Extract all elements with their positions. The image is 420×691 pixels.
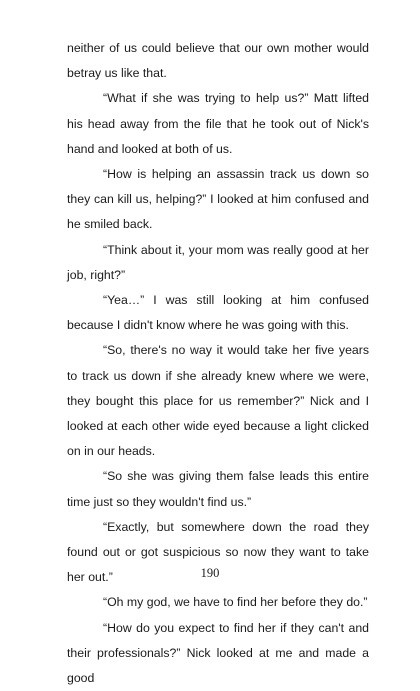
- paragraph-7: “So she was giving them false leads this entire time just so they wouldn't find us.”: [67, 469, 369, 509]
- paragraph-2: “What if she was trying to help us?” Matt lifted his head away from the file that he took out of Nick's hand and looked at both of us.: [67, 91, 369, 156]
- paragraph-1: neither of us could believe that our own mother would betray us like that.: [67, 41, 369, 81]
- paragraph-8: “Exactly, but somewhere down the road they found out or got suspicious so now they want to take her out.”: [67, 519, 369, 585]
- body-text: [67, 36, 369, 691]
- paragraph-9: “Oh my god, we have to find her before they do.”: [103, 595, 368, 610]
- paragraph-6: “So, there's no way it would take her five years to track us down if she already knew where we were, they bought this place for us remember?” Nick and I looked at each other wide eyed because a light clicked on in our heads.: [67, 343, 369, 459]
- paragraph-5: “Yea…” I was still looking at him confused because I didn't know where he was going with this.: [67, 293, 369, 333]
- paragraph-4: “Think about it, your mom was really good at her job, right?”: [67, 242, 369, 282]
- paragraph-3: “How is helping an assassin track us down so they can kill us, helping?” I looked at him confused and he smiled back.: [67, 167, 369, 232]
- paragraph-10: “How do you expect to find her if they can't and their professionals?” Nick looked at me and made a good: [67, 620, 369, 686]
- page-number: 190: [200, 566, 220, 580]
